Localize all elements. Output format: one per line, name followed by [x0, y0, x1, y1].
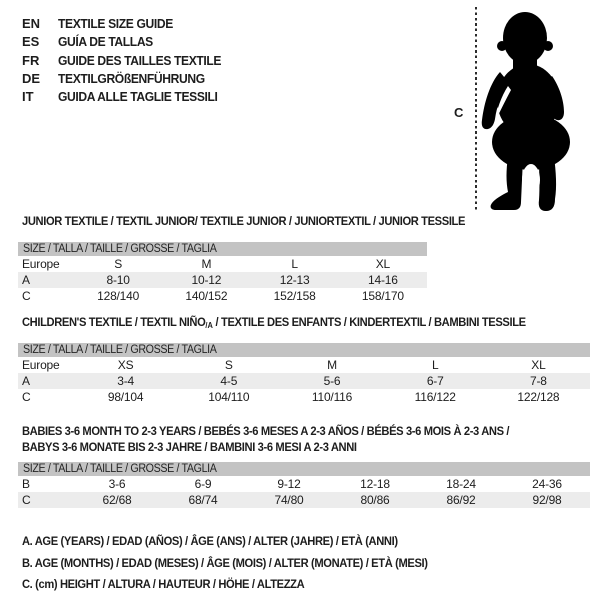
row-label: C — [22, 289, 31, 303]
language-title: GUIDE DES TAILLES TEXTILE — [58, 52, 222, 68]
cell-value: 12-13 — [279, 273, 310, 287]
cell-value: 140/152 — [185, 289, 228, 303]
cell-value: 4-5 — [220, 374, 238, 388]
cell-value: 80/86 — [360, 493, 390, 507]
section-title-text: JUNIOR TEXTILE / TEXTIL JUNIOR/ TEXTILE JUNIOR / JUNIORTEXTIL / JUNIOR TESSILE — [22, 214, 466, 228]
row-label: Europe — [22, 358, 60, 372]
section-title-junior — [22, 213, 498, 229]
cell-value: 14-16 — [368, 273, 398, 287]
section-title-babies — [22, 423, 546, 455]
language-row — [22, 15, 233, 33]
legend-line-a: A. AGE (YEARS) / EDAD (AÑOS) / ÂGE (ANS) / ALTER (JAHRE) / ETÀ (ANNI) — [22, 534, 398, 548]
section-title-text — [22, 314, 526, 334]
cell-value: S — [224, 358, 233, 372]
size-header-band — [18, 242, 427, 256]
cell-value: 158/170 — [361, 289, 404, 303]
table-row — [18, 272, 427, 288]
table-row — [18, 373, 590, 389]
cell-value: XL — [375, 257, 391, 271]
row-label: A — [22, 273, 30, 287]
language-title: TEXTILGRÖßENFÜHRUNG — [58, 70, 205, 86]
cell-value: 6-7 — [426, 374, 444, 388]
table-row — [18, 389, 590, 405]
cell-value: 6-9 — [194, 477, 212, 491]
row-label: C — [22, 493, 31, 507]
cell-value: 68/74 — [188, 493, 218, 507]
size-header-text: SIZE / TALLA / TAILLE / GRÖSSE / TAGLIA — [23, 243, 217, 255]
row-label: C — [22, 390, 31, 404]
cell-value: 152/158 — [273, 289, 316, 303]
cell-value: 9-12 — [277, 477, 301, 491]
cell-value: 7-8 — [530, 374, 547, 388]
table-row — [18, 492, 590, 508]
height-label: C — [454, 105, 464, 120]
cell-value: 122/128 — [517, 390, 560, 404]
cell-value: 24-36 — [532, 477, 562, 491]
baby-silhouette-icon — [480, 6, 598, 212]
cell-value: 74/80 — [274, 493, 304, 507]
table-body — [18, 476, 590, 508]
cell-value: 128/140 — [97, 289, 140, 303]
cell-value: 86/92 — [446, 493, 476, 507]
row-label: B — [22, 477, 30, 491]
size-header-text: SIZE / TALLA / TAILLE / GRÖSSE / TAGLIA — [23, 463, 217, 475]
cell-value: 10-12 — [191, 273, 222, 287]
cell-value: 8-10 — [106, 273, 130, 287]
legend — [22, 535, 458, 600]
cell-value: XL — [531, 358, 546, 372]
row-label: Europe — [22, 257, 60, 271]
junior-size-table — [18, 242, 427, 304]
cell-value: 12-18 — [360, 477, 390, 491]
cell-value: 98/104 — [107, 390, 144, 404]
cell-value: 62/68 — [102, 493, 132, 507]
language-row — [22, 70, 233, 88]
cell-value: XS — [117, 358, 134, 372]
table-row — [18, 476, 590, 492]
cell-value: S — [114, 257, 123, 271]
size-header-band — [18, 462, 590, 476]
height-dashed-line — [475, 7, 477, 212]
cell-value: 3-6 — [108, 477, 126, 491]
table-row — [18, 288, 427, 304]
row-label: A — [22, 374, 30, 388]
cell-value: 3-4 — [117, 374, 134, 388]
cell-value: 18-24 — [446, 477, 476, 491]
cell-value: L — [291, 257, 298, 271]
language-title: GUIDA ALLE TAGLIE TESSILI — [58, 89, 218, 105]
language-title: TEXTILE SIZE GUIDE — [58, 16, 173, 31]
cell-value: 92/98 — [532, 493, 562, 507]
table-body — [18, 357, 590, 405]
cell-value: 104/110 — [208, 390, 250, 404]
language-title: GUÍA DE TALLAS — [58, 34, 153, 50]
language-code: IT — [22, 89, 34, 105]
babies-size-table — [18, 462, 590, 508]
legend-line-c: C. (cm) HEIGHT / ALTURA / HAUTEUR / HÖHE / ALTEZZA — [22, 577, 305, 591]
legend-line-b: B. AGE (MONTHS) / EDAD (MESES) / ÂGE (MOIS) / ALTER (MONATE) / ETÀ (MESI) — [22, 555, 428, 570]
language-list — [22, 15, 233, 106]
cell-value: L — [431, 358, 439, 372]
children-size-table — [18, 343, 590, 405]
language-code: FR — [22, 52, 40, 68]
section-title-children — [22, 314, 564, 334]
title-part: CHILDREN'S TEXTILE / TEXTIL NIÑO — [22, 315, 206, 329]
language-code: EN — [22, 16, 41, 31]
cell-value: 110/116 — [311, 390, 353, 404]
cell-value: 5-6 — [323, 374, 341, 388]
title-part: / TEXTILE DES ENFANTS / KINDERTEXTIL / BAMBINI TESSILE — [212, 315, 526, 329]
cell-value: 116/122 — [414, 390, 456, 404]
table-row — [18, 357, 590, 373]
title-subscript: /A — [205, 321, 213, 330]
size-header-band — [18, 343, 590, 357]
cell-value: M — [201, 257, 212, 271]
language-code: ES — [22, 34, 40, 50]
language-row — [22, 33, 233, 51]
section-title-line1: BABIES 3-6 MONTH TO 2-3 YEARS / BEBÉS 3-6 MESES A 2-3 AÑOS / BÉBÉS 3-6 MOIS À 2-3 ANS / — [22, 424, 510, 438]
table-body — [18, 256, 427, 304]
language-row — [22, 52, 233, 70]
language-code: DE — [22, 70, 41, 86]
size-header-text: SIZE / TALLA / TAILLE / GRÖSSE / TAGLIA — [23, 344, 217, 356]
table-row — [18, 256, 427, 272]
cell-value: M — [327, 358, 337, 372]
language-row — [22, 88, 233, 106]
section-title-line2: BABYS 3-6 MONATE BIS 2-3 JAHRE / BAMBINI 3-6 MESI A 2-3 ANNI — [22, 440, 357, 454]
